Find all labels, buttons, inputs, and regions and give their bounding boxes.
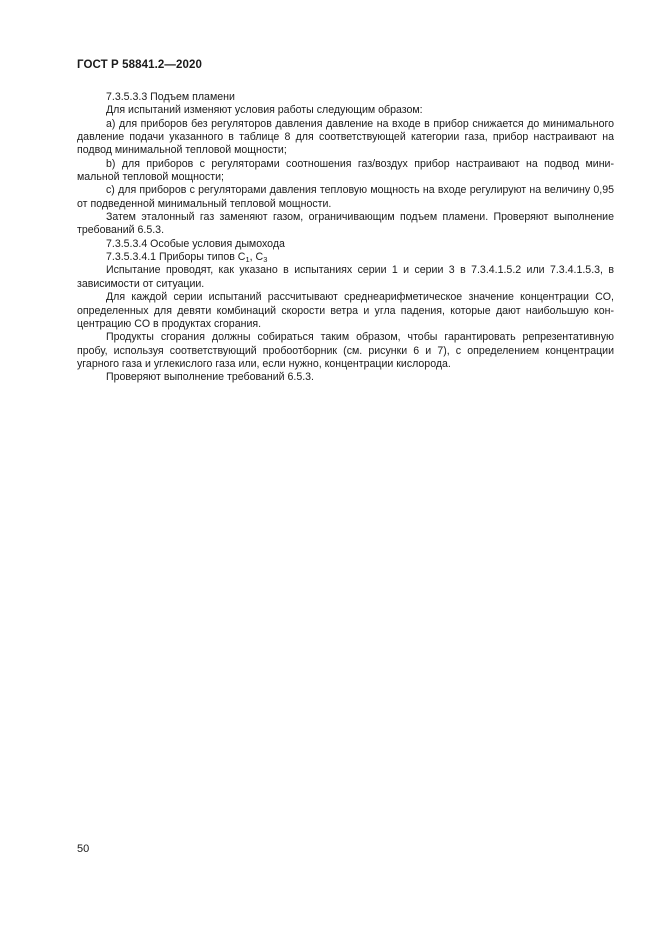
paragraph-co-average: Для каждой серии испытаний рассчитывают среднеарифметическое значение концентрации CO, определенных для девяти комбинаций скорости ветра и угла падения, которые дают наибольшую концентрацию CO в продуктах сгорания. bbox=[77, 291, 614, 330]
document-body bbox=[77, 91, 614, 385]
subscript-type-3: 3 bbox=[263, 255, 268, 265]
section-heading-appliance-types bbox=[77, 251, 614, 264]
paragraph-verify-requirements: Проверяют выполнение требований 6.5.3. bbox=[106, 371, 314, 384]
section-heading-chimney-conditions: 7.3.5.3.4 Особые условия дымохода bbox=[106, 237, 285, 250]
section-heading-flame-lift: 7.3.5.3.3 Подъем пламени bbox=[106, 91, 235, 103]
document-header: ГОСТ Р 58841.2—2020 bbox=[77, 59, 202, 71]
paragraph-test-conditions-intro: Для испытаний изменяют условия работы следующим образом: bbox=[106, 104, 423, 117]
list-item-c: c) для приборов с регуляторами давления тепловую мощность на входе регулируют на величину 0,95 от подведенной минимальный тепловой мощности. bbox=[77, 184, 614, 210]
paragraph-reference-gas: Затем эталонный газ заменяют газом, ограничивающим подъем пламени. Проверяют выполнение требований 6.5.3. bbox=[77, 211, 614, 237]
paragraph-test-procedure: Испытание проводят, как указано в испытаниях серии 1 и серии 3 в 7.3.4.1.5.2 или 7.3.4.1.5.3, в зависимости от ситуации. bbox=[77, 264, 614, 290]
page-number: 50 bbox=[77, 843, 90, 855]
list-item-b: b) для приборов с регуляторами соотношения газ/воздух прибор настраивают на подвод минимальной тепловой мощности; bbox=[77, 157, 614, 184]
appliance-types-prefix: 7.3.5.3.4.1 Приборы типов C bbox=[106, 251, 246, 264]
paragraph-sampling: Продукты сгорания должны собираться таким образом, чтобы гарантировать репрезентативную пробу, используя соответствующий пробоотборник (см. рисунки 6 и 7), с определением концентрации угарного газа и углекислого газа или, если нужно, концентрации кислорода. bbox=[77, 331, 614, 370]
list-item-a: а) для приборов без регуляторов давления давление на входе в прибор снижается до минимального давление подачи указанного в таблице 8 для соответствующей категории газа, прибор настраивают на подвод минимальной тепловой мощности; bbox=[77, 117, 614, 157]
subscript-type-1: 1 bbox=[245, 255, 250, 265]
appliance-types-separator: , C bbox=[249, 251, 264, 264]
